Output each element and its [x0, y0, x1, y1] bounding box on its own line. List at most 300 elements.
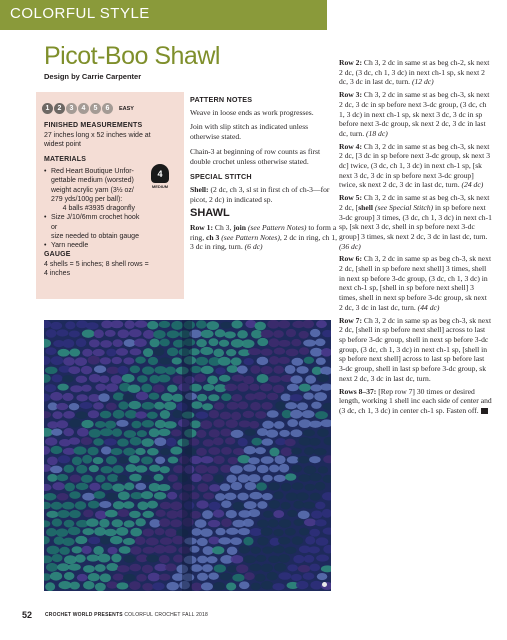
row-label: Row 1: — [190, 223, 213, 233]
stitch — [190, 474, 201, 483]
stitch — [269, 465, 279, 473]
stitch — [65, 321, 75, 329]
stitch — [201, 366, 214, 374]
stitch — [243, 519, 254, 527]
stitch — [261, 456, 274, 464]
stitch — [309, 421, 322, 428]
end-of-pattern-icon — [481, 408, 488, 414]
stitch — [232, 374, 245, 381]
stitch — [165, 528, 177, 537]
stitch — [51, 502, 62, 510]
stitch — [274, 348, 285, 355]
stitch — [194, 374, 206, 383]
stitch — [135, 465, 147, 472]
stitch — [128, 384, 141, 393]
stitch — [81, 366, 92, 375]
stitch — [156, 510, 166, 517]
stitch — [59, 547, 70, 555]
stitch — [261, 366, 273, 374]
stitch — [310, 348, 322, 357]
stitch — [287, 419, 298, 427]
stitch — [134, 339, 147, 348]
stitch — [129, 401, 142, 409]
stitch — [279, 519, 292, 528]
stitch — [164, 402, 176, 411]
stitch — [215, 367, 226, 374]
stitch — [118, 366, 129, 375]
gauge-heading: GAUGE — [44, 251, 71, 258]
stitch — [62, 375, 74, 382]
stitch — [118, 329, 130, 338]
finished-text — [44, 131, 151, 150]
stitch — [243, 464, 256, 472]
stitch — [196, 339, 207, 347]
stitch — [244, 501, 257, 509]
stitch — [172, 357, 182, 364]
stitch — [208, 520, 220, 527]
section-banner — [0, 0, 327, 30]
stitch — [118, 401, 128, 409]
stitch — [207, 556, 218, 563]
stitch — [76, 465, 87, 474]
stitch — [62, 502, 75, 510]
stitch — [273, 510, 284, 518]
stitch — [170, 519, 182, 527]
stitch — [113, 574, 124, 581]
stitch — [123, 538, 135, 545]
stitch — [171, 429, 182, 436]
designer-byline: Design by Carrie Carpenter — [44, 72, 142, 81]
stitch — [261, 564, 273, 572]
stitch — [167, 475, 177, 482]
stitch — [209, 502, 221, 510]
stitch — [268, 555, 280, 562]
stitch — [159, 555, 170, 563]
stitch — [135, 320, 148, 327]
stitch — [159, 574, 171, 581]
stitch — [100, 340, 112, 348]
stitch — [158, 429, 170, 436]
stitch — [231, 320, 242, 328]
stitch — [56, 403, 68, 410]
stitch — [123, 501, 134, 508]
row-text: Ch 3, 2 dc in same st as beg ch-3, sk next 2 dc, [ — [339, 193, 490, 212]
stitch — [101, 466, 113, 473]
stitch — [278, 554, 290, 563]
stitch — [296, 366, 308, 374]
stitch — [225, 437, 235, 444]
stitch — [290, 410, 302, 419]
stitch — [257, 520, 269, 528]
stitch — [130, 564, 141, 572]
stitch — [89, 339, 100, 347]
stitch — [285, 547, 297, 554]
stitch — [196, 500, 208, 508]
stitch — [310, 493, 321, 501]
stitch — [63, 339, 75, 348]
stitch — [232, 574, 244, 582]
stitch — [107, 367, 120, 374]
stitch — [197, 573, 208, 581]
special-stitch-desc: (2 dc, ch 3, sl st in first ch of ch-3—for picot, 2 dc) in indicated sp. — [190, 184, 330, 204]
stitch — [82, 546, 92, 554]
stitch — [89, 429, 101, 438]
stitch — [75, 501, 86, 510]
stitch — [227, 547, 238, 555]
stitch — [231, 555, 244, 564]
stitch — [142, 402, 155, 410]
stitch — [195, 465, 208, 474]
skill-level-dot: 3 — [66, 103, 77, 114]
stitch — [303, 339, 316, 346]
stitch — [293, 501, 304, 509]
stitch — [112, 339, 122, 347]
special-stitch-text — [190, 185, 338, 204]
row-text: Ch 3, 2 dc in same st as beg ch-3, sk next 2 dc, [3 dc in sp before next 3-dc group, sk next 3 dc] twice, (3 dc, ch 1, 3 dc) in next ch-1 sp, [sk next 3 dc, 3 dc in sp before next 3-dc group] twice, sk next 2 dc, 3 dc in last dc, turn. — [339, 141, 490, 190]
stitch — [87, 554, 100, 561]
stitch — [200, 347, 213, 355]
stitch — [116, 348, 128, 356]
row-text: , 2 dc in ring, ch 1, 3 dc in ring, turn. — [190, 232, 338, 252]
row-note: (see Pattern Notes) — [245, 223, 307, 233]
stitch — [50, 392, 62, 401]
stitch — [141, 491, 153, 499]
stitch — [238, 438, 248, 446]
finished-line: 27 inches long x 52 inches wide at — [44, 132, 151, 139]
stitch — [221, 518, 232, 527]
stitch — [213, 437, 224, 445]
stitch — [167, 348, 178, 357]
row-instruction — [339, 316, 492, 384]
stitch — [129, 329, 142, 337]
stitch — [94, 527, 106, 536]
stitch — [296, 492, 309, 500]
stitch — [56, 420, 68, 428]
stitch — [238, 474, 250, 483]
stitch — [287, 564, 298, 571]
instructions-column-right — [339, 58, 492, 419]
materials-line: weight acrylic yarn (3½ oz/ — [51, 186, 134, 194]
stitch — [135, 518, 145, 526]
stitch — [122, 374, 135, 383]
stitch — [256, 555, 266, 562]
stitch — [304, 555, 314, 563]
stitch — [159, 357, 171, 364]
stitch — [309, 438, 321, 446]
stitch — [46, 528, 57, 537]
stitch — [69, 437, 80, 444]
stitch — [290, 429, 302, 437]
stitch — [209, 410, 219, 418]
materials-item — [44, 213, 146, 241]
stitch — [64, 555, 77, 564]
stitch — [153, 347, 164, 356]
stitch — [111, 448, 123, 455]
stitch — [317, 428, 329, 436]
stitch — [105, 330, 116, 337]
stitch — [86, 518, 98, 527]
stitch — [106, 349, 116, 357]
stitch — [243, 555, 256, 563]
stitch — [305, 484, 316, 491]
stitch — [82, 455, 92, 464]
stitch — [155, 528, 165, 535]
stitch — [233, 448, 245, 455]
stitch — [107, 547, 117, 554]
stitch — [213, 582, 225, 591]
stitch — [52, 374, 63, 382]
stitch — [315, 482, 325, 491]
stitch — [299, 331, 309, 339]
stitch — [113, 410, 125, 419]
stitch — [57, 493, 69, 501]
row-count: (36 dc) — [339, 241, 361, 251]
stitch — [196, 448, 207, 456]
stitch — [111, 554, 121, 563]
gauge-text — [44, 260, 149, 279]
stitch — [261, 330, 274, 338]
stitch — [268, 482, 280, 491]
stitch — [260, 383, 273, 391]
stitch — [93, 438, 104, 446]
stitch — [262, 547, 273, 554]
row-text: in sp before next 3-dc group] 3 times, (3 dc, ch 1, 3 dc) in next ch-1 sp, [sk next 3 dc, shell in sp before next 3-dc group] 3 times, sk next 2 dc, 3 dc in last dc, turn. — [339, 202, 492, 241]
stitch — [248, 509, 260, 517]
stitch — [76, 376, 88, 383]
stitch — [129, 455, 140, 463]
stitch — [149, 393, 160, 400]
stitch — [261, 527, 273, 536]
row-instruction — [339, 90, 492, 139]
stitch — [58, 349, 70, 357]
stitch — [141, 456, 153, 464]
stitch — [254, 392, 267, 400]
stitch — [267, 393, 278, 401]
stitch — [123, 448, 135, 456]
stitch — [99, 501, 111, 508]
stitch — [72, 456, 82, 465]
stitch — [50, 466, 62, 474]
materials-line: 4 balls #3935 dragonfly — [51, 205, 136, 213]
stitch — [255, 447, 266, 454]
stitch — [153, 384, 165, 392]
stitch — [249, 492, 262, 500]
stitch — [45, 347, 56, 355]
row-1-instruction — [190, 223, 338, 252]
stitch — [207, 466, 218, 474]
stitch — [237, 455, 250, 463]
skill-level-dot: 1 — [42, 103, 53, 114]
stitch — [287, 384, 299, 391]
stitch — [100, 428, 113, 436]
row-count: (24 dc) — [461, 180, 484, 190]
stitch — [303, 429, 315, 436]
stitch — [161, 393, 173, 401]
stitch — [135, 483, 146, 490]
stitch — [262, 493, 273, 500]
stitch — [316, 555, 329, 562]
stitch — [153, 330, 165, 339]
stitch — [159, 518, 170, 527]
stitch — [278, 340, 290, 347]
stitch — [213, 349, 224, 357]
row-text: Ch 3, 2 dc in same st as beg ch-3, sk next 2 dc, 3 dc in sp before next 3-dc group, (3 dc, ch 1, 3 dc) in next ch-1 sp, sk next 3 dc, 3 dc in sp before next 3-dc group, sk next 2 dc, 3 dc in last dc, turn. — [339, 90, 490, 138]
stitch — [285, 439, 296, 447]
stitch — [117, 582, 129, 589]
stitch — [116, 420, 128, 427]
stitch — [81, 385, 91, 392]
stitch — [226, 510, 237, 518]
stitch — [52, 411, 62, 419]
stitch — [279, 572, 292, 580]
stitch — [76, 338, 86, 347]
stitch — [191, 582, 202, 591]
stitch — [296, 581, 308, 589]
stitch — [143, 547, 156, 554]
stitch — [316, 537, 329, 545]
stitch — [291, 339, 301, 347]
stitch — [255, 574, 266, 582]
stitch — [279, 430, 290, 437]
stitch — [51, 429, 62, 436]
stitch — [311, 402, 321, 409]
stitch — [143, 330, 154, 339]
materials-item — [44, 241, 146, 250]
stitch — [196, 430, 206, 438]
stitch — [261, 581, 273, 590]
stitch — [172, 410, 182, 418]
stitch — [124, 339, 136, 347]
shawl-heading: SHAWL — [190, 207, 230, 220]
stitch — [274, 421, 285, 429]
stitch — [203, 546, 214, 555]
stitch — [197, 538, 208, 546]
stitch — [172, 482, 182, 490]
stitch — [315, 338, 325, 346]
stitch — [63, 357, 75, 366]
stitch — [317, 573, 328, 580]
stitch — [70, 474, 81, 482]
stitch — [267, 572, 278, 581]
stitch — [257, 338, 268, 346]
stitch — [129, 474, 142, 482]
stitch — [220, 573, 233, 581]
row-count: (44 dc) — [417, 302, 440, 312]
stitch — [137, 430, 147, 437]
stitch — [64, 465, 75, 473]
stitch — [72, 546, 83, 553]
stitch — [273, 491, 283, 499]
stitch — [57, 563, 69, 571]
stitch — [160, 410, 170, 419]
stitch — [221, 447, 232, 455]
stitch — [130, 528, 142, 537]
stitch — [278, 320, 290, 328]
stitch — [57, 329, 69, 336]
stitch — [214, 402, 225, 410]
stitch — [257, 501, 267, 509]
footer-publication: CROCHET WORLD PRESENTS — [45, 612, 123, 618]
stitch — [118, 491, 130, 500]
stitch — [45, 582, 55, 591]
stitch — [250, 547, 261, 554]
stitch — [69, 582, 80, 590]
stitch — [57, 384, 68, 391]
stitch — [69, 510, 81, 518]
stitch — [273, 330, 284, 338]
stitch — [302, 410, 315, 418]
stitch — [95, 475, 105, 483]
stitch — [226, 582, 236, 590]
stitch — [202, 403, 213, 410]
stitch — [267, 320, 279, 329]
stitch — [291, 574, 302, 581]
stitch — [305, 536, 315, 544]
gauge-line: 4 inches — [44, 270, 71, 278]
stitch — [81, 420, 93, 428]
stitch — [197, 483, 208, 492]
stitch — [52, 482, 64, 490]
stitch — [249, 384, 259, 391]
stitch — [231, 357, 242, 365]
stitch — [230, 465, 243, 474]
stitch — [299, 347, 309, 355]
stitch — [95, 564, 106, 572]
stitch — [95, 511, 107, 520]
stitch — [262, 438, 273, 445]
stitch — [118, 456, 128, 463]
stitch — [106, 383, 118, 392]
stitch — [250, 402, 261, 411]
stitch — [248, 348, 261, 355]
stitch — [47, 546, 60, 555]
shawl-center-fold — [182, 320, 192, 591]
materials-line: • Red Heart Boutique Unfor- — [51, 168, 134, 175]
stitch — [77, 428, 89, 437]
yarn-ball-icon: 4 — [151, 164, 169, 183]
stitch — [227, 365, 238, 373]
stitch — [158, 484, 171, 491]
stitch — [261, 349, 273, 356]
stitch — [141, 384, 152, 393]
stitch — [287, 456, 299, 463]
stitch — [263, 475, 273, 482]
stitch — [309, 456, 321, 463]
row-label: Row 2: — [339, 58, 362, 67]
stitch — [142, 511, 153, 518]
pattern-notes-heading: PATTERN NOTES — [190, 95, 253, 104]
stitch — [291, 358, 303, 366]
stitch — [149, 465, 160, 472]
shawl-photo — [44, 320, 331, 591]
stitch — [135, 537, 146, 545]
stitch — [105, 510, 118, 518]
stitch — [80, 402, 93, 409]
stitch — [172, 394, 184, 402]
stitch — [302, 320, 314, 328]
stitch — [299, 528, 309, 536]
stitch — [98, 393, 109, 402]
stitch — [278, 357, 290, 364]
row-emphasis: ch 3 — [206, 232, 220, 242]
stitch — [314, 448, 327, 455]
stitch — [243, 411, 254, 418]
row-note: (see Special Stitch) — [372, 202, 434, 212]
stitch — [154, 402, 164, 410]
stitch — [129, 511, 141, 518]
stitch — [93, 457, 104, 464]
yarn-weight-caption: MEDIUM — [151, 184, 169, 189]
